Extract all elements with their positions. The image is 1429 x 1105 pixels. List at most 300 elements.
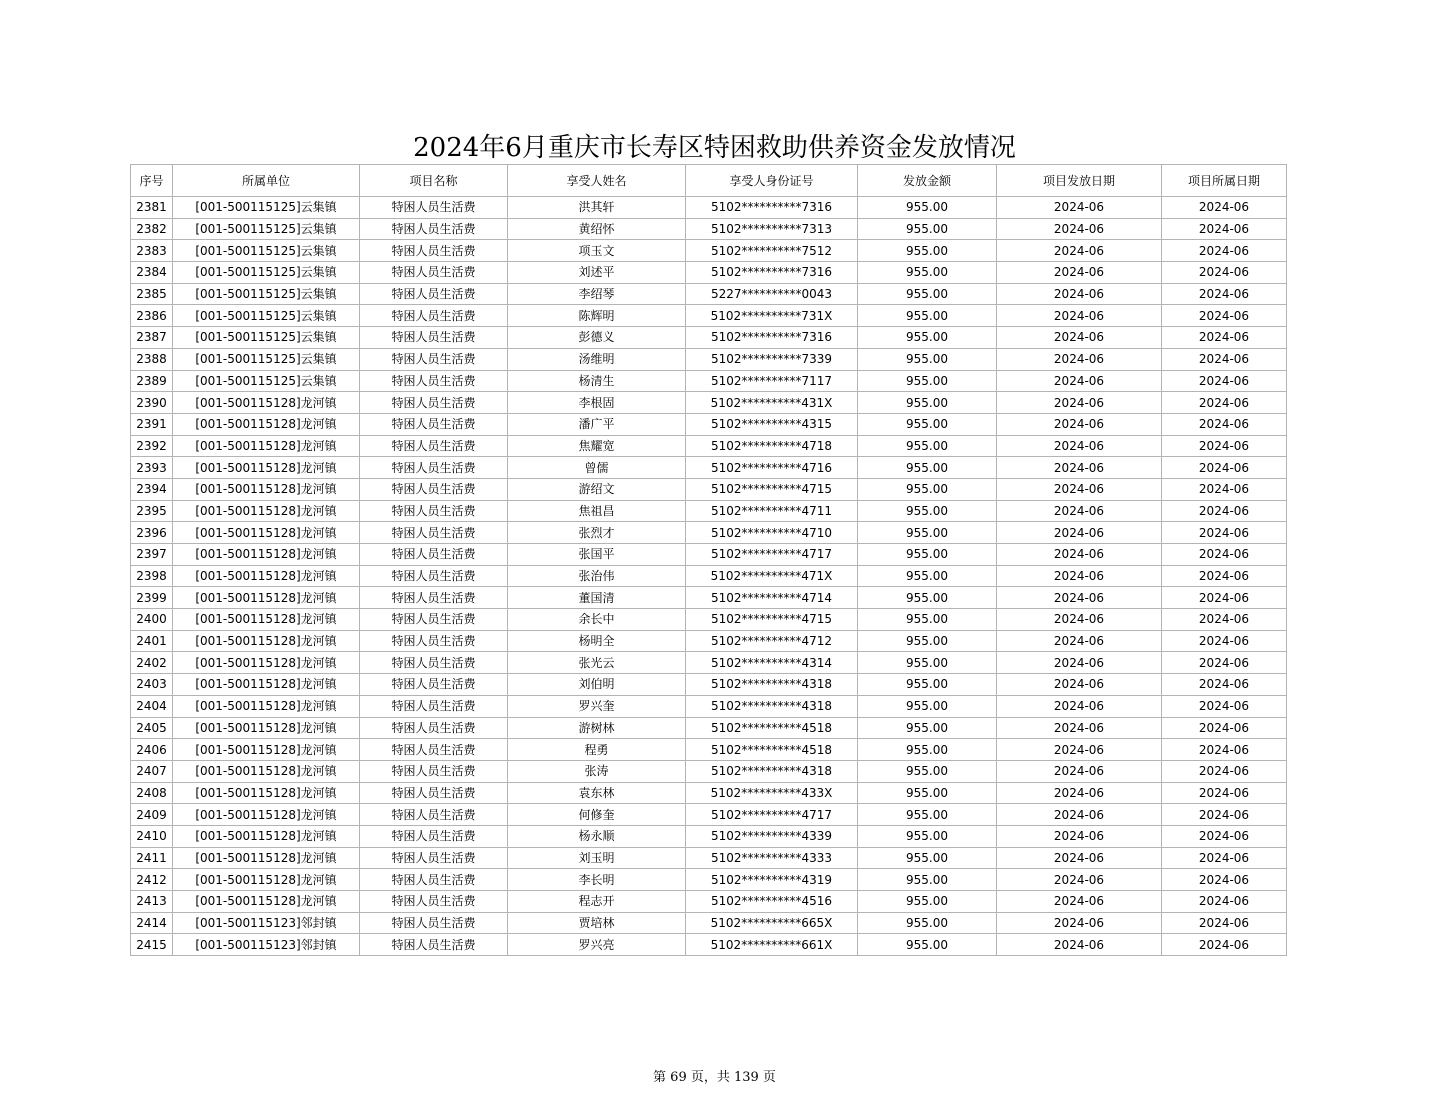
cell-col-belong-date: 2024-06 [1162, 218, 1287, 240]
cell-col-issue-date: 2024-06 [997, 825, 1162, 847]
cell-col-id-number: 5102**********433X [686, 782, 858, 804]
cell-col-unit: [001-500115128]龙河镇 [173, 392, 360, 414]
cell-col-amount: 955.00 [858, 457, 997, 479]
cell-col-belong-date: 2024-06 [1162, 283, 1287, 305]
table-row [131, 891, 1287, 913]
cell-col-index: 2400 [131, 609, 173, 631]
cell-col-issue-date: 2024-06 [997, 804, 1162, 826]
cell-col-id-number: 5102**********7316 [686, 262, 858, 284]
cell-col-issue-date: 2024-06 [997, 197, 1162, 219]
cell-col-belong-date: 2024-06 [1162, 544, 1287, 566]
cell-col-unit: [001-500115128]龙河镇 [173, 695, 360, 717]
cell-col-index: 2412 [131, 869, 173, 891]
table-body [131, 197, 1287, 956]
cell-col-name: 张光云 [508, 652, 686, 674]
cell-col-project: 特困人员生活费 [360, 739, 508, 761]
table-row [131, 522, 1287, 544]
cell-col-issue-date: 2024-06 [997, 587, 1162, 609]
table-row [131, 262, 1287, 284]
cell-col-issue-date: 2024-06 [997, 912, 1162, 934]
cell-col-issue-date: 2024-06 [997, 500, 1162, 522]
cell-col-issue-date: 2024-06 [997, 435, 1162, 457]
table-row [131, 435, 1287, 457]
cell-col-issue-date: 2024-06 [997, 522, 1162, 544]
cell-col-amount: 955.00 [858, 370, 997, 392]
cell-col-issue-date: 2024-06 [997, 934, 1162, 956]
cell-col-id-number: 5102**********7313 [686, 218, 858, 240]
cell-col-index: 2399 [131, 587, 173, 609]
table-row [131, 544, 1287, 566]
cell-col-name: 李长明 [508, 869, 686, 891]
cell-col-id-number: 5102**********4715 [686, 609, 858, 631]
header-col-project: 项目名称 [360, 165, 508, 197]
cell-col-project: 特困人员生活费 [360, 934, 508, 956]
cell-col-index: 2411 [131, 847, 173, 869]
cell-col-project: 特困人员生活费 [360, 478, 508, 500]
cell-col-issue-date: 2024-06 [997, 847, 1162, 869]
table-row [131, 869, 1287, 891]
cell-col-index: 2389 [131, 370, 173, 392]
cell-col-belong-date: 2024-06 [1162, 934, 1287, 956]
cell-col-amount: 955.00 [858, 674, 997, 696]
cell-col-amount: 955.00 [858, 197, 997, 219]
cell-col-amount: 955.00 [858, 283, 997, 305]
cell-col-index: 2405 [131, 717, 173, 739]
table-row [131, 500, 1287, 522]
cell-col-project: 特困人员生活费 [360, 609, 508, 631]
cell-col-belong-date: 2024-06 [1162, 739, 1287, 761]
cell-col-issue-date: 2024-06 [997, 782, 1162, 804]
cell-col-index: 2409 [131, 804, 173, 826]
cell-col-unit: [001-500115128]龙河镇 [173, 674, 360, 696]
cell-col-belong-date: 2024-06 [1162, 392, 1287, 414]
cell-col-amount: 955.00 [858, 630, 997, 652]
cell-col-amount: 955.00 [858, 327, 997, 349]
cell-col-name: 黄绍怀 [508, 218, 686, 240]
cell-col-id-number: 5102**********7339 [686, 348, 858, 370]
cell-col-amount: 955.00 [858, 413, 997, 435]
cell-col-issue-date: 2024-06 [997, 218, 1162, 240]
table-row [131, 370, 1287, 392]
cell-col-unit: [001-500115128]龙河镇 [173, 782, 360, 804]
cell-col-issue-date: 2024-06 [997, 609, 1162, 631]
cell-col-index: 2403 [131, 674, 173, 696]
table-row [131, 912, 1287, 934]
table-row [131, 934, 1287, 956]
cell-col-unit: [001-500115125]云集镇 [173, 348, 360, 370]
table-row [131, 348, 1287, 370]
cell-col-issue-date: 2024-06 [997, 674, 1162, 696]
cell-col-index: 2381 [131, 197, 173, 219]
cell-col-index: 2387 [131, 327, 173, 349]
cell-col-id-number: 5102**********4518 [686, 717, 858, 739]
cell-col-belong-date: 2024-06 [1162, 630, 1287, 652]
cell-col-unit: [001-500115125]云集镇 [173, 262, 360, 284]
cell-col-unit: [001-500115128]龙河镇 [173, 804, 360, 826]
cell-col-amount: 955.00 [858, 565, 997, 587]
cell-col-project: 特困人员生活费 [360, 500, 508, 522]
cell-col-id-number: 5102**********4715 [686, 478, 858, 500]
table-row [131, 478, 1287, 500]
table-header-row [131, 165, 1287, 197]
cell-col-issue-date: 2024-06 [997, 891, 1162, 913]
cell-col-index: 2388 [131, 348, 173, 370]
cell-col-name: 董国清 [508, 587, 686, 609]
cell-col-belong-date: 2024-06 [1162, 869, 1287, 891]
cell-col-project: 特困人员生活费 [360, 413, 508, 435]
cell-col-id-number: 5102**********4318 [686, 760, 858, 782]
page-footer: 第 69 页，共 139 页 [653, 1070, 776, 1085]
cell-col-index: 2390 [131, 392, 173, 414]
cell-col-project: 特困人员生活费 [360, 305, 508, 327]
cell-col-amount: 955.00 [858, 652, 997, 674]
table-row [131, 392, 1287, 414]
cell-col-issue-date: 2024-06 [997, 283, 1162, 305]
cell-col-project: 特困人员生活费 [360, 218, 508, 240]
cell-col-amount: 955.00 [858, 739, 997, 761]
cell-col-name: 潘广平 [508, 413, 686, 435]
cell-col-project: 特困人员生活费 [360, 435, 508, 457]
cell-col-id-number: 5102**********661X [686, 934, 858, 956]
cell-col-amount: 955.00 [858, 891, 997, 913]
cell-col-belong-date: 2024-06 [1162, 565, 1287, 587]
cell-col-id-number: 5102**********4318 [686, 674, 858, 696]
cell-col-belong-date: 2024-06 [1162, 413, 1287, 435]
cell-col-index: 2396 [131, 522, 173, 544]
cell-col-index: 2386 [131, 305, 173, 327]
cell-col-project: 特困人员生活费 [360, 782, 508, 804]
cell-col-issue-date: 2024-06 [997, 370, 1162, 392]
cell-col-name: 余长中 [508, 609, 686, 631]
header-col-index: 序号 [131, 165, 173, 197]
cell-col-issue-date: 2024-06 [997, 544, 1162, 566]
cell-col-name: 汤维明 [508, 348, 686, 370]
cell-col-index: 2394 [131, 478, 173, 500]
cell-col-amount: 955.00 [858, 717, 997, 739]
cell-col-amount: 955.00 [858, 587, 997, 609]
cell-col-issue-date: 2024-06 [997, 652, 1162, 674]
cell-col-name: 程志开 [508, 891, 686, 913]
cell-col-id-number: 5102**********4710 [686, 522, 858, 544]
cell-col-index: 2385 [131, 283, 173, 305]
cell-col-id-number: 5102**********4319 [686, 869, 858, 891]
cell-col-amount: 955.00 [858, 825, 997, 847]
cell-col-issue-date: 2024-06 [997, 739, 1162, 761]
table-row [131, 218, 1287, 240]
cell-col-amount: 955.00 [858, 240, 997, 262]
cell-col-project: 特困人员生活费 [360, 262, 508, 284]
cell-col-belong-date: 2024-06 [1162, 652, 1287, 674]
cell-col-belong-date: 2024-06 [1162, 804, 1287, 826]
cell-col-name: 杨清生 [508, 370, 686, 392]
cell-col-project: 特困人员生活费 [360, 717, 508, 739]
cell-col-index: 2402 [131, 652, 173, 674]
cell-col-amount: 955.00 [858, 695, 997, 717]
cell-col-unit: [001-500115128]龙河镇 [173, 760, 360, 782]
cell-col-id-number: 5227**********0043 [686, 283, 858, 305]
cell-col-name: 洪其轩 [508, 197, 686, 219]
cell-col-unit: [001-500115128]龙河镇 [173, 565, 360, 587]
cell-col-id-number: 5102**********4711 [686, 500, 858, 522]
cell-col-belong-date: 2024-06 [1162, 435, 1287, 457]
cell-col-index: 2382 [131, 218, 173, 240]
cell-col-issue-date: 2024-06 [997, 869, 1162, 891]
cell-col-amount: 955.00 [858, 760, 997, 782]
cell-col-unit: [001-500115128]龙河镇 [173, 457, 360, 479]
cell-col-project: 特困人员生活费 [360, 587, 508, 609]
cell-col-id-number: 5102**********731X [686, 305, 858, 327]
cell-col-belong-date: 2024-06 [1162, 609, 1287, 631]
table-row [131, 652, 1287, 674]
cell-col-project: 特困人员生活费 [360, 760, 508, 782]
cell-col-name: 刘伯明 [508, 674, 686, 696]
cell-col-amount: 955.00 [858, 912, 997, 934]
cell-col-belong-date: 2024-06 [1162, 912, 1287, 934]
cell-col-unit: [001-500115128]龙河镇 [173, 869, 360, 891]
cell-col-name: 贾培林 [508, 912, 686, 934]
cell-col-name: 曾儒 [508, 457, 686, 479]
cell-col-name: 罗兴奎 [508, 695, 686, 717]
cell-col-belong-date: 2024-06 [1162, 825, 1287, 847]
cell-col-issue-date: 2024-06 [997, 413, 1162, 435]
header-col-id-number: 享受人身份证号 [686, 165, 858, 197]
cell-col-name: 杨永顺 [508, 825, 686, 847]
cell-col-unit: [001-500115128]龙河镇 [173, 609, 360, 631]
cell-col-project: 特困人员生活费 [360, 674, 508, 696]
cell-col-name: 彭德义 [508, 327, 686, 349]
cell-col-id-number: 5102**********4718 [686, 435, 858, 457]
cell-col-belong-date: 2024-06 [1162, 847, 1287, 869]
table-row [131, 609, 1287, 631]
cell-col-index: 2407 [131, 760, 173, 782]
table-row [131, 782, 1287, 804]
cell-col-id-number: 5102**********4716 [686, 457, 858, 479]
cell-col-belong-date: 2024-06 [1162, 695, 1287, 717]
cell-col-amount: 955.00 [858, 348, 997, 370]
cell-col-id-number: 5102**********471X [686, 565, 858, 587]
table-row [131, 327, 1287, 349]
table-row [131, 565, 1287, 587]
cell-col-unit: [001-500115125]云集镇 [173, 197, 360, 219]
cell-col-amount: 955.00 [858, 609, 997, 631]
cell-col-index: 2414 [131, 912, 173, 934]
cell-col-issue-date: 2024-06 [997, 240, 1162, 262]
cell-col-unit: [001-500115128]龙河镇 [173, 652, 360, 674]
table-row [131, 717, 1287, 739]
cell-col-name: 罗兴亮 [508, 934, 686, 956]
cell-col-belong-date: 2024-06 [1162, 305, 1287, 327]
cell-col-id-number: 5102**********7316 [686, 327, 858, 349]
cell-col-project: 特困人员生活费 [360, 327, 508, 349]
cell-col-unit: [001-500115128]龙河镇 [173, 717, 360, 739]
cell-col-belong-date: 2024-06 [1162, 500, 1287, 522]
cell-col-amount: 955.00 [858, 478, 997, 500]
cell-col-project: 特困人员生活费 [360, 630, 508, 652]
cell-col-name: 张涛 [508, 760, 686, 782]
cell-col-name: 游绍文 [508, 478, 686, 500]
cell-col-id-number: 5102**********665X [686, 912, 858, 934]
cell-col-index: 2395 [131, 500, 173, 522]
cell-col-id-number: 5102**********4333 [686, 847, 858, 869]
cell-col-project: 特困人员生活费 [360, 912, 508, 934]
cell-col-amount: 955.00 [858, 500, 997, 522]
cell-col-id-number: 5102**********4518 [686, 739, 858, 761]
cell-col-id-number: 5102**********4315 [686, 413, 858, 435]
cell-col-unit: [001-500115128]龙河镇 [173, 891, 360, 913]
cell-col-index: 2410 [131, 825, 173, 847]
cell-col-id-number: 5102**********4717 [686, 544, 858, 566]
header-col-belong-date: 项目所属日期 [1162, 165, 1287, 197]
cell-col-belong-date: 2024-06 [1162, 478, 1287, 500]
cell-col-project: 特困人员生活费 [360, 652, 508, 674]
cell-col-issue-date: 2024-06 [997, 305, 1162, 327]
cell-col-project: 特困人员生活费 [360, 847, 508, 869]
table-row [131, 630, 1287, 652]
cell-col-name: 袁东林 [508, 782, 686, 804]
cell-col-issue-date: 2024-06 [997, 478, 1162, 500]
cell-col-id-number: 5102**********4339 [686, 825, 858, 847]
table-row [131, 825, 1287, 847]
cell-col-unit: [001-500115125]云集镇 [173, 370, 360, 392]
cell-col-unit: [001-500115128]龙河镇 [173, 847, 360, 869]
cell-col-index: 2397 [131, 544, 173, 566]
cell-col-amount: 955.00 [858, 218, 997, 240]
cell-col-unit: [001-500115123]邻封镇 [173, 912, 360, 934]
cell-col-belong-date: 2024-06 [1162, 760, 1287, 782]
header-col-name: 享受人姓名 [508, 165, 686, 197]
table-row [131, 413, 1287, 435]
header-col-issue-date: 项目发放日期 [997, 165, 1162, 197]
data-table [130, 164, 1287, 956]
cell-col-amount: 955.00 [858, 869, 997, 891]
cell-col-amount: 955.00 [858, 544, 997, 566]
cell-col-id-number: 5102**********7512 [686, 240, 858, 262]
cell-col-issue-date: 2024-06 [997, 695, 1162, 717]
cell-col-unit: [001-500115123]邻封镇 [173, 934, 360, 956]
cell-col-belong-date: 2024-06 [1162, 522, 1287, 544]
cell-col-name: 李绍琴 [508, 283, 686, 305]
cell-col-index: 2406 [131, 739, 173, 761]
cell-col-project: 特困人员生活费 [360, 804, 508, 826]
cell-col-name: 何修奎 [508, 804, 686, 826]
cell-col-amount: 955.00 [858, 305, 997, 327]
cell-col-amount: 955.00 [858, 392, 997, 414]
cell-col-unit: [001-500115128]龙河镇 [173, 522, 360, 544]
cell-col-id-number: 5102**********4516 [686, 891, 858, 913]
cell-col-project: 特困人员生活费 [360, 565, 508, 587]
cell-col-unit: [001-500115128]龙河镇 [173, 413, 360, 435]
header-col-unit: 所属单位 [173, 165, 360, 197]
cell-col-project: 特困人员生活费 [360, 197, 508, 219]
table-row [131, 457, 1287, 479]
cell-col-belong-date: 2024-06 [1162, 891, 1287, 913]
cell-col-id-number: 5102**********4714 [686, 587, 858, 609]
cell-col-issue-date: 2024-06 [997, 760, 1162, 782]
cell-col-amount: 955.00 [858, 782, 997, 804]
cell-col-project: 特困人员生活费 [360, 283, 508, 305]
cell-col-name: 焦祖昌 [508, 500, 686, 522]
table-row [131, 283, 1287, 305]
cell-col-issue-date: 2024-06 [997, 392, 1162, 414]
table-row [131, 804, 1287, 826]
cell-col-project: 特困人员生活费 [360, 348, 508, 370]
cell-col-index: 2413 [131, 891, 173, 913]
cell-col-unit: [001-500115125]云集镇 [173, 240, 360, 262]
cell-col-belong-date: 2024-06 [1162, 674, 1287, 696]
cell-col-unit: [001-500115125]云集镇 [173, 283, 360, 305]
cell-col-issue-date: 2024-06 [997, 262, 1162, 284]
cell-col-issue-date: 2024-06 [997, 717, 1162, 739]
cell-col-id-number: 5102**********4717 [686, 804, 858, 826]
cell-col-unit: [001-500115125]云集镇 [173, 218, 360, 240]
cell-col-belong-date: 2024-06 [1162, 782, 1287, 804]
header-col-amount: 发放金额 [858, 165, 997, 197]
cell-col-amount: 955.00 [858, 522, 997, 544]
cell-col-belong-date: 2024-06 [1162, 348, 1287, 370]
table-row [131, 197, 1287, 219]
cell-col-name: 焦耀宽 [508, 435, 686, 457]
cell-col-amount: 955.00 [858, 435, 997, 457]
cell-col-amount: 955.00 [858, 804, 997, 826]
cell-col-project: 特困人员生活费 [360, 370, 508, 392]
cell-col-belong-date: 2024-06 [1162, 262, 1287, 284]
cell-col-name: 李根固 [508, 392, 686, 414]
cell-col-belong-date: 2024-06 [1162, 370, 1287, 392]
cell-col-name: 张烈才 [508, 522, 686, 544]
cell-col-name: 游树林 [508, 717, 686, 739]
table-row [131, 587, 1287, 609]
cell-col-project: 特困人员生活费 [360, 825, 508, 847]
cell-col-belong-date: 2024-06 [1162, 457, 1287, 479]
cell-col-belong-date: 2024-06 [1162, 587, 1287, 609]
cell-col-unit: [001-500115128]龙河镇 [173, 478, 360, 500]
cell-col-project: 特困人员生活费 [360, 240, 508, 262]
cell-col-belong-date: 2024-06 [1162, 717, 1287, 739]
cell-col-index: 2404 [131, 695, 173, 717]
cell-col-name: 项玉文 [508, 240, 686, 262]
cell-col-amount: 955.00 [858, 847, 997, 869]
cell-col-id-number: 5102**********431X [686, 392, 858, 414]
table-row [131, 240, 1287, 262]
cell-col-index: 2391 [131, 413, 173, 435]
cell-col-unit: [001-500115128]龙河镇 [173, 825, 360, 847]
cell-col-issue-date: 2024-06 [997, 348, 1162, 370]
cell-col-id-number: 5102**********4318 [686, 695, 858, 717]
cell-col-project: 特困人员生活费 [360, 544, 508, 566]
cell-col-issue-date: 2024-06 [997, 457, 1162, 479]
cell-col-amount: 955.00 [858, 934, 997, 956]
cell-col-unit: [001-500115128]龙河镇 [173, 739, 360, 761]
cell-col-unit: [001-500115125]云集镇 [173, 327, 360, 349]
cell-col-index: 2415 [131, 934, 173, 956]
cell-col-id-number: 5102**********4314 [686, 652, 858, 674]
cell-col-id-number: 5102**********4712 [686, 630, 858, 652]
cell-col-index: 2393 [131, 457, 173, 479]
cell-col-index: 2384 [131, 262, 173, 284]
cell-col-project: 特困人员生活费 [360, 869, 508, 891]
cell-col-project: 特困人员生活费 [360, 392, 508, 414]
cell-col-name: 刘述平 [508, 262, 686, 284]
cell-col-name: 张国平 [508, 544, 686, 566]
cell-col-index: 2408 [131, 782, 173, 804]
cell-col-project: 特困人员生活费 [360, 522, 508, 544]
cell-col-unit: [001-500115128]龙河镇 [173, 500, 360, 522]
cell-col-id-number: 5102**********7117 [686, 370, 858, 392]
cell-col-unit: [001-500115128]龙河镇 [173, 544, 360, 566]
cell-col-index: 2398 [131, 565, 173, 587]
cell-col-index: 2383 [131, 240, 173, 262]
table-row [131, 695, 1287, 717]
